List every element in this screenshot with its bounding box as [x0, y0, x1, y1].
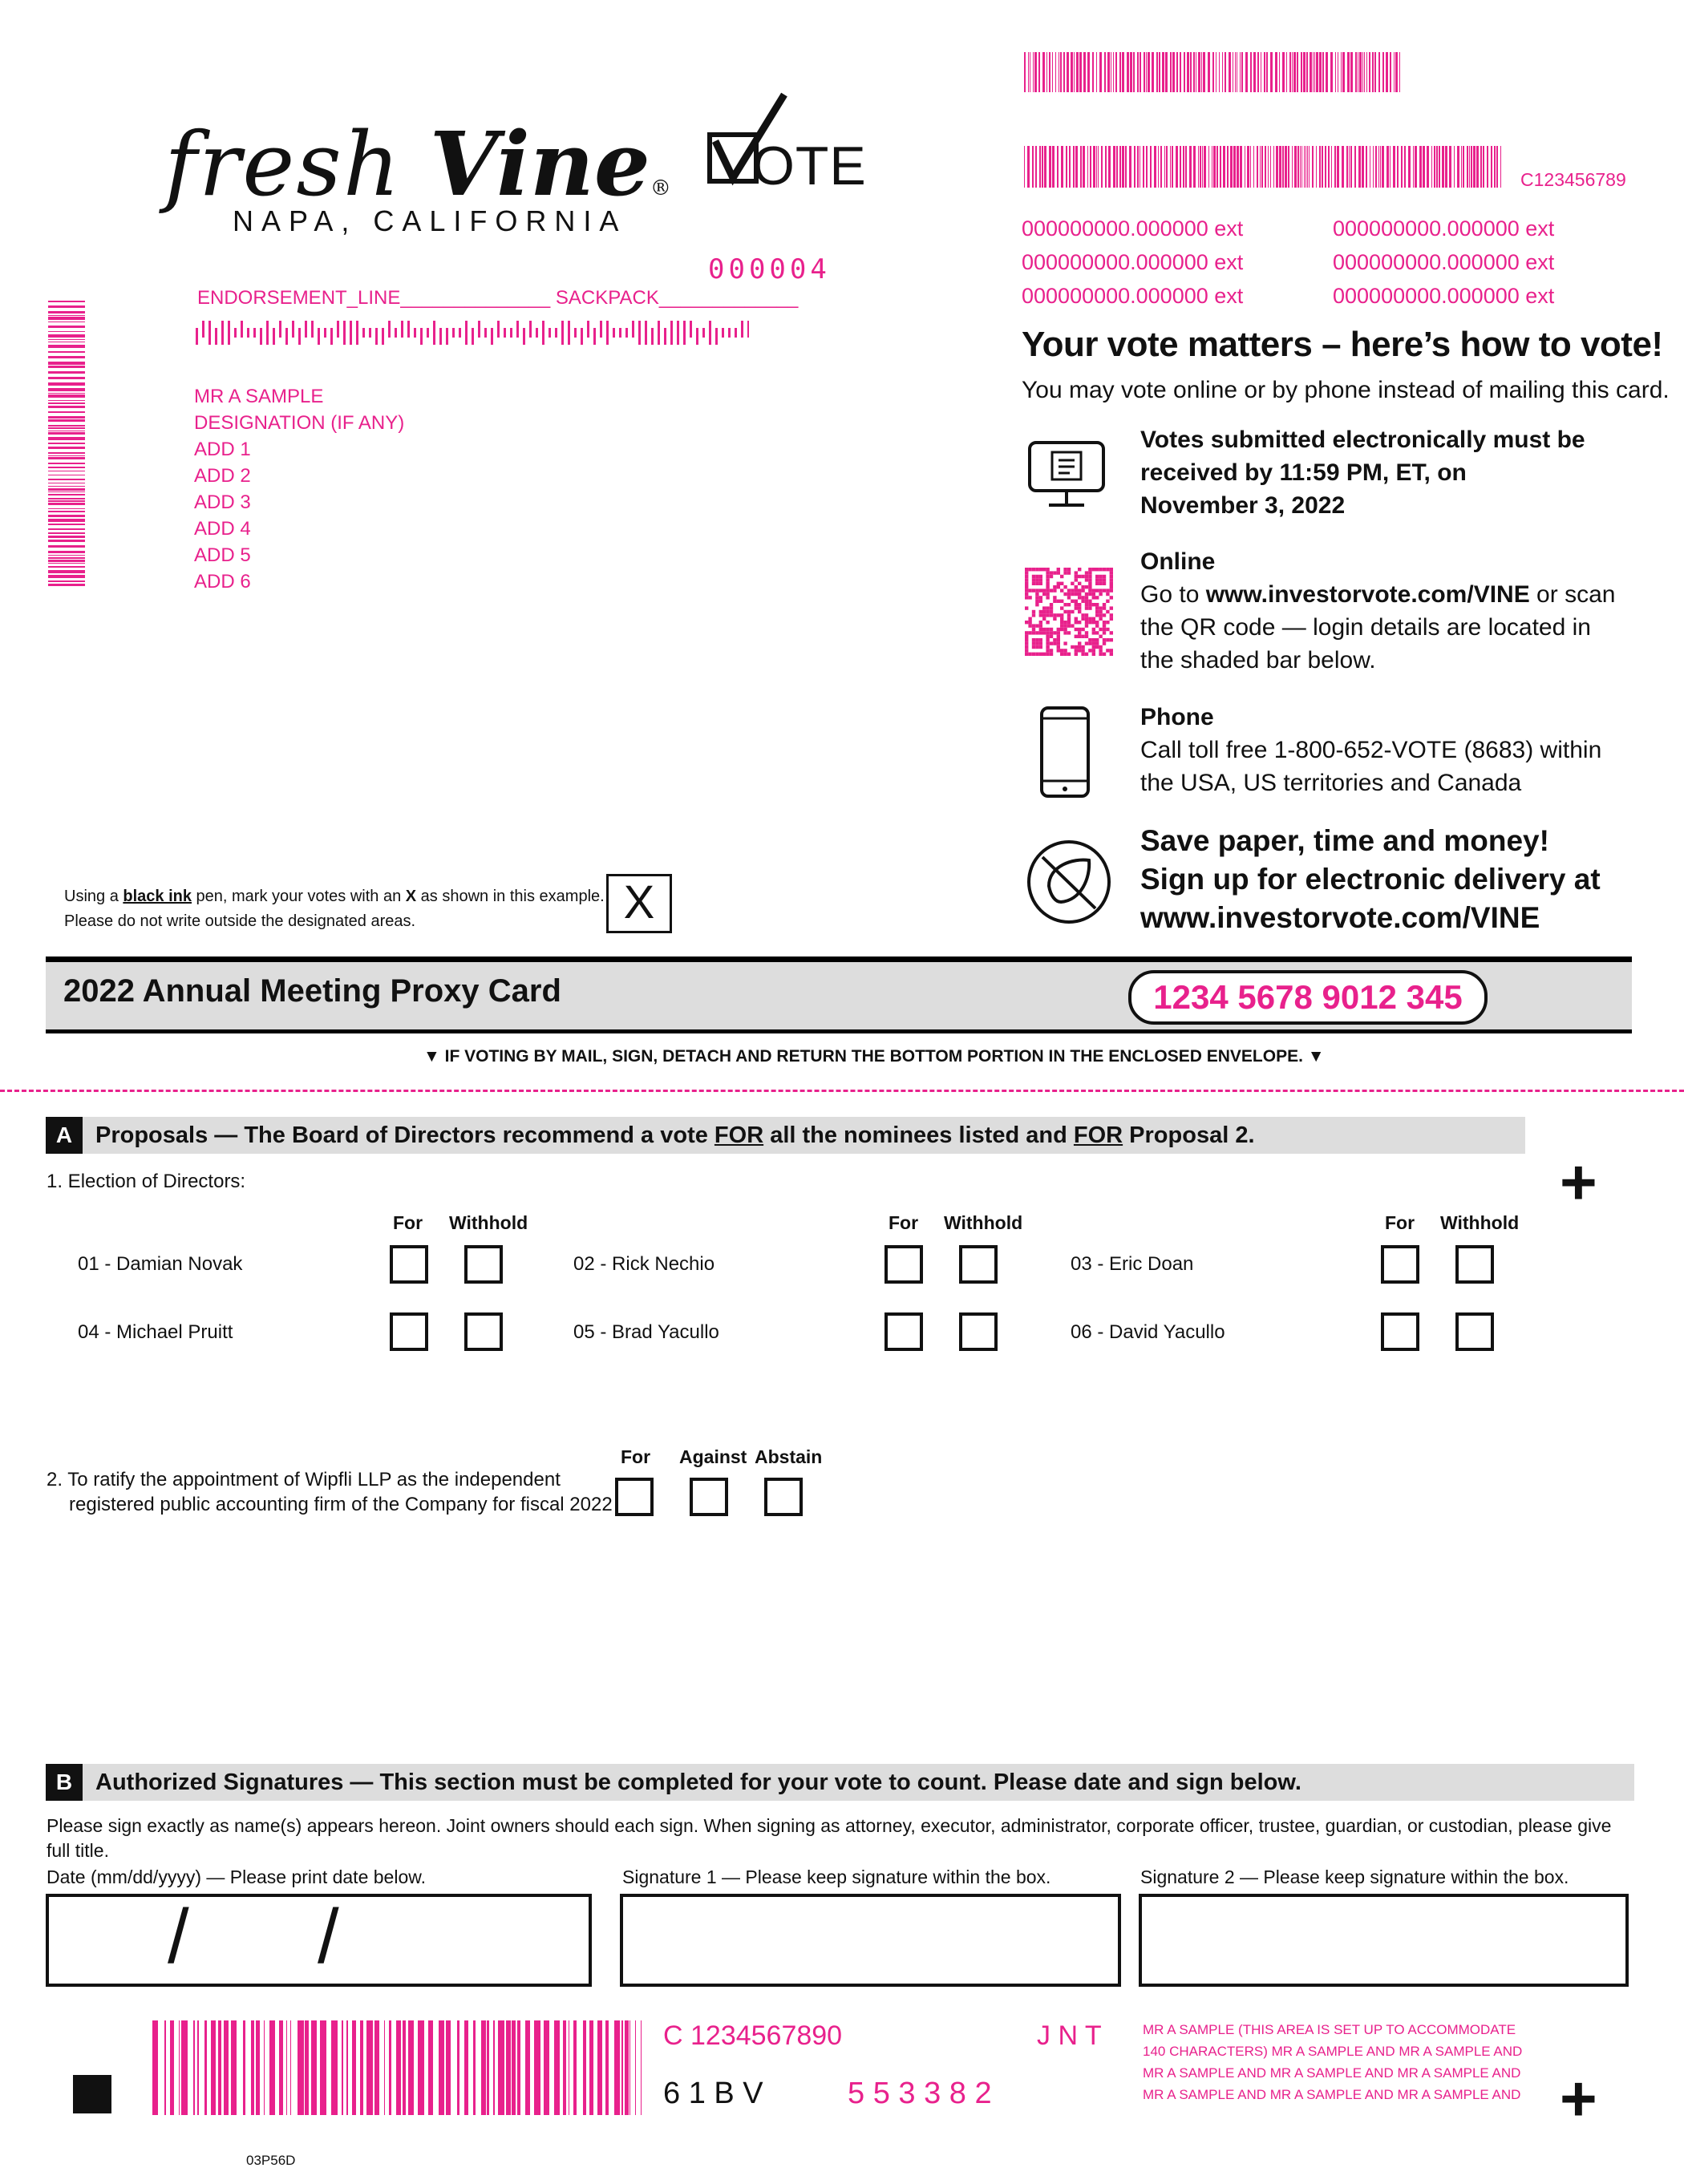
nominee-for-checkbox[interactable]	[1381, 1245, 1419, 1284]
online-voting-text	[1140, 545, 1615, 677]
control-number: 000000000.000000 ext	[1022, 216, 1244, 241]
footer-sample-text	[1143, 2019, 1522, 2105]
instructions-line1	[64, 884, 605, 909]
registration-mark	[73, 2075, 111, 2113]
vertical-barcode	[48, 301, 85, 588]
logo-location: NAPA, CALIFORNIA	[233, 204, 627, 237]
mailing-address	[194, 383, 404, 595]
edelivery-line: Save paper, time and money!	[1140, 824, 1549, 857]
sa-title-mid: all the nominees listed and	[763, 1122, 1074, 1148]
col-abstain-header: Abstain	[755, 1446, 823, 1467]
online-line3: the shaded bar below.	[1140, 647, 1376, 673]
instr-x: X	[405, 888, 417, 905]
control-number: 000000000.000000 ext	[1333, 216, 1555, 241]
card-title: 2022 Annual Meeting Proxy Card	[63, 973, 561, 1009]
deadline-line: November 3, 2022	[1140, 492, 1346, 519]
signature1-label: Signature 1 — Please keep signature within the box.	[622, 1867, 1051, 1887]
address-line: MR A SAMPLE	[194, 386, 324, 407]
sa-title-post: Proposal 2.	[1123, 1122, 1255, 1148]
online-line2: the QR code — login details are located in	[1140, 614, 1591, 641]
signature2-label: Signature 2 — Please keep signature within the box.	[1140, 1867, 1569, 1887]
nominee-name: 02 - Rick Nechio	[573, 1253, 715, 1275]
item1-label: 1. Election of Directors:	[47, 1171, 246, 1192]
nominee-withhold-checkbox[interactable]	[464, 1312, 503, 1351]
col-withhold-header: Withhold	[449, 1212, 528, 1233]
detach-notice-text: IF VOTING BY MAIL, SIGN, DETACH AND RETURN THE BOTTOM PORTION IN THE ENCLOSED ENVELOPE.	[444, 1047, 1303, 1066]
instr-mid: pen, mark your votes with an	[191, 888, 406, 905]
perforation-line	[0, 1090, 1684, 1092]
section-a-header	[46, 1117, 1525, 1154]
col-for-header: For	[621, 1446, 651, 1467]
col-for-header: For	[1385, 1212, 1415, 1233]
sa-title-pre: Proposals — The Board of Directors recommend a vote	[95, 1122, 714, 1148]
nominee-withhold-checkbox[interactable]	[1455, 1245, 1494, 1284]
address-line: ADD 4	[194, 518, 251, 540]
crosshair-plus-icon: +	[1560, 1147, 1597, 1218]
col-for-header: For	[393, 1212, 423, 1233]
deadline-line: Votes submitted electronically must be	[1140, 427, 1585, 453]
card-number: 1234 5678 9012 345	[1128, 970, 1488, 1025]
sa-title-for1: FOR	[714, 1122, 764, 1148]
col-withhold-header: Withhold	[944, 1212, 1023, 1233]
how-to-vote-subheading: You may vote online or by phone instead of mailing this card.	[1022, 377, 1670, 403]
proposal2-line1: 2. To ratify the appointment of Wipfli LLP as the independent	[47, 1469, 561, 1490]
deadline-text	[1140, 423, 1585, 522]
col-against-header: Against	[679, 1446, 747, 1467]
proposal2-line2: registered public accounting firm of the Company for fiscal 2022	[69, 1494, 613, 1515]
vote-logo-text: OTE	[752, 135, 867, 196]
company-logo	[164, 112, 671, 216]
sample-line: MR A SAMPLE AND MR A SAMPLE AND MR A SAMPLE AND	[1143, 2087, 1521, 2102]
address-line: ADD 3	[194, 491, 251, 513]
signature2-field[interactable]	[1139, 1894, 1629, 1987]
monitor-icon	[1026, 439, 1107, 516]
form-code: 03P56D	[246, 2153, 296, 2168]
nominee-name: 04 - Michael Pruitt	[78, 1321, 233, 1343]
example-x-mark: X	[623, 876, 655, 928]
logo-script-text: fresh	[164, 113, 402, 216]
online-post: or scan	[1529, 581, 1616, 608]
instr-post: as shown in this example.	[416, 888, 605, 905]
deadline-line: received by 11:59 PM, ET, on	[1140, 459, 1467, 486]
section-a-letter: A	[46, 1117, 83, 1154]
signature-instructions: Please sign exactly as name(s) appears hereon. Joint owners should each sign. When signing as attorney, executor, administrator, corporate officer, trustee, guardian, or custodian, please give full title.	[47, 1815, 1612, 1861]
proposal2-against-checkbox[interactable]	[690, 1478, 728, 1516]
crosshair-plus-icon: +	[1560, 2063, 1597, 2134]
control-number: 000000000.000000 ext	[1022, 284, 1244, 308]
sa-title-for2: FOR	[1073, 1122, 1123, 1148]
control-numbers-right	[1333, 212, 1554, 313]
nominee-name: 03 - Eric Doan	[1071, 1253, 1194, 1275]
nominee-name: 01 - Damian Novak	[78, 1253, 243, 1275]
address-line: ADD 1	[194, 439, 251, 460]
detach-notice	[423, 1047, 1325, 1066]
top-barcode	[1024, 52, 1401, 92]
nominee-for-checkbox[interactable]	[885, 1312, 923, 1351]
nominee-for-checkbox[interactable]	[1381, 1312, 1419, 1351]
col-withhold-header: Withhold	[1440, 1212, 1520, 1233]
postal-barcode	[196, 321, 749, 345]
control-number: 000000000.000000 ext	[1333, 284, 1555, 308]
address-line: DESIGNATION (IF ANY)	[194, 412, 405, 434]
card-header-bar	[46, 957, 1632, 1033]
footer-jnt: J N T	[1037, 2020, 1102, 2051]
phone-voting-text	[1140, 701, 1601, 799]
online-pre: Go to	[1140, 581, 1206, 608]
footer-code2: 5 5 3 3 8 2	[848, 2077, 992, 2110]
phone-title: Phone	[1140, 704, 1214, 730]
instructions-line2: Please do not write outside the designated areas.	[64, 912, 416, 930]
section-b-title: Authorized Signatures — This section must be completed for your vote to count. Please date and sign below.	[95, 1769, 1301, 1795]
sample-line: MR A SAMPLE (THIS AREA IS SET UP TO ACCOMMODATE	[1143, 2022, 1516, 2037]
edelivery-link[interactable]: www.investorvote.com/VINE	[1140, 901, 1540, 934]
account-barcode	[1024, 146, 1501, 188]
proposal2-abstain-checkbox[interactable]	[764, 1478, 803, 1516]
qr-code-icon	[1025, 568, 1113, 660]
instr-ink: black ink	[123, 888, 192, 905]
address-line: ADD 5	[194, 544, 251, 566]
address-line: ADD 6	[194, 571, 251, 593]
sequence-number: 000004	[708, 253, 831, 285]
endorsement-line: ENDORSEMENT_LINE______________ SACKPACK_____________	[197, 287, 799, 309]
control-number: 000000000.000000 ext	[1022, 250, 1244, 274]
nominee-for-checkbox[interactable]	[390, 1312, 428, 1351]
footer-code1: 6 1 B V	[663, 2077, 763, 2110]
example-mark-box	[606, 874, 672, 933]
nominee-withhold-checkbox[interactable]	[959, 1245, 998, 1284]
logo-bold-text: Vine	[429, 112, 650, 216]
vote-logo	[706, 88, 867, 196]
date-field[interactable]	[46, 1894, 592, 1987]
phone-icon	[1039, 706, 1091, 803]
control-numbers-left	[1022, 212, 1243, 313]
footer-account: C 1234567890	[663, 2020, 843, 2051]
nominee-withhold-checkbox[interactable]	[1455, 1312, 1494, 1351]
footer-barcode	[152, 2020, 642, 2115]
sample-line: 140 CHARACTERS) MR A SAMPLE AND MR A SAMPLE AND	[1143, 2044, 1523, 2059]
control-number: 000000000.000000 ext	[1333, 250, 1555, 274]
date-separator: /	[168, 1894, 189, 1980]
edelivery-line: Sign up for electronic delivery at	[1140, 863, 1601, 896]
online-line1	[1140, 578, 1615, 611]
phone-line1: Call toll free 1-800-652-VOTE (8683) within	[1140, 737, 1602, 763]
col-for-header: For	[889, 1212, 919, 1233]
nominee-name: 05 - Brad Yacullo	[573, 1321, 719, 1343]
nominee-for-checkbox[interactable]	[885, 1245, 923, 1284]
section-a-title	[95, 1117, 1255, 1154]
marking-instructions	[64, 884, 605, 934]
how-to-vote-heading: Your vote matters – here’s how to vote!	[1022, 325, 1663, 364]
sample-line: MR A SAMPLE AND MR A SAMPLE AND MR A SAMPLE AND	[1143, 2065, 1521, 2081]
edelivery-text	[1140, 822, 1601, 937]
date-separator: /	[318, 1894, 339, 1980]
leaf-icon	[1025, 838, 1113, 930]
logo-registered-mark: ®	[650, 176, 671, 200]
phone-line2: the USA, US territories and Canada	[1140, 770, 1522, 796]
section-b-header	[46, 1764, 1634, 1801]
nominee-name: 06 - David Yacullo	[1071, 1321, 1225, 1343]
online-url-link[interactable]: www.investorvote.com/VINE	[1205, 581, 1530, 608]
proposal2-text	[47, 1467, 613, 1517]
online-title: Online	[1140, 548, 1216, 575]
address-line: ADD 2	[194, 465, 251, 487]
down-arrow-icon: ▼	[1307, 1047, 1325, 1066]
nominee-withhold-checkbox[interactable]	[464, 1245, 503, 1284]
nominee-withhold-checkbox[interactable]	[959, 1312, 998, 1351]
section-b-letter: B	[46, 1764, 83, 1801]
account-code: C123456789	[1520, 169, 1626, 190]
down-arrow-icon: ▼	[423, 1047, 440, 1066]
signature1-field[interactable]	[620, 1894, 1121, 1987]
instr-pre: Using a	[64, 888, 123, 905]
date-label: Date (mm/dd/yyyy) — Please print date below.	[47, 1867, 426, 1887]
nominee-for-checkbox[interactable]	[390, 1245, 428, 1284]
proposal2-for-checkbox[interactable]	[615, 1478, 654, 1516]
